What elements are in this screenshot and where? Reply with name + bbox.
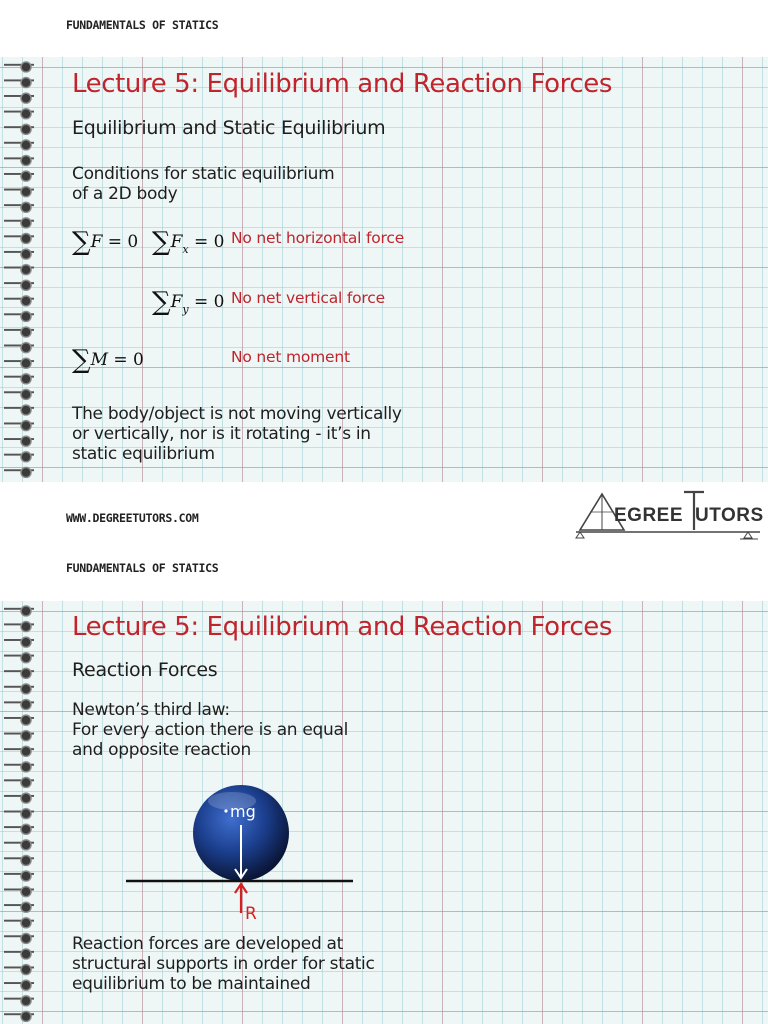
page-header: FUNDAMENTALS OF STATICS bbox=[66, 18, 219, 32]
equation-sum-f: ∑F = 0 bbox=[72, 227, 139, 257]
slide-equilibrium bbox=[0, 57, 768, 482]
note-vertical: No net vertical force bbox=[231, 289, 385, 307]
weight-label: mg bbox=[230, 802, 256, 821]
conclusion-text-2: Reaction forces are developed at structural supports in order for static equilibrium to be maintained bbox=[72, 934, 375, 994]
footer-url: WWW.DEGREETUTORS.COM bbox=[66, 511, 199, 525]
slide-reaction-forces bbox=[0, 601, 768, 1024]
page-header-2: FUNDAMENTALS OF STATICS bbox=[66, 561, 219, 575]
reaction-label: R bbox=[245, 904, 257, 921]
slide-subtitle-2: Reaction Forces bbox=[72, 659, 218, 681]
equation-sum-m: ∑M = 0 bbox=[72, 345, 144, 375]
slide-title: Lecture 5: Equilibrium and Reaction Forces bbox=[72, 69, 612, 99]
note-moment: No net moment bbox=[231, 348, 350, 366]
spiral-binding bbox=[0, 57, 42, 482]
equation-sum-fx: $\sum F_x = 0$ bbox=[152, 227, 225, 257]
logo-text-utors: UTORS bbox=[695, 505, 764, 526]
logo-text-egree: EGREE bbox=[614, 505, 684, 526]
reaction-force-diagram bbox=[120, 781, 360, 921]
spiral-binding-2 bbox=[0, 601, 42, 1024]
conclusion-text: The body/object is not moving vertically or vertically, nor is it rotating - it’s in static equilibrium bbox=[72, 404, 402, 464]
intro-text: Conditions for static equilibrium of a 2D body bbox=[72, 164, 335, 204]
slide-title-2: Lecture 5: Equilibrium and Reaction Forces bbox=[72, 612, 612, 642]
note-horizontal: No net horizontal force bbox=[231, 229, 405, 247]
slide-subtitle: Equilibrium and Static Equilibrium bbox=[72, 117, 386, 139]
equation-sum-fy: $\sum F_y = 0$ bbox=[152, 287, 225, 317]
intro-text-2: Newton’s third law: For every action there is an equal and opposite reaction bbox=[72, 700, 349, 760]
